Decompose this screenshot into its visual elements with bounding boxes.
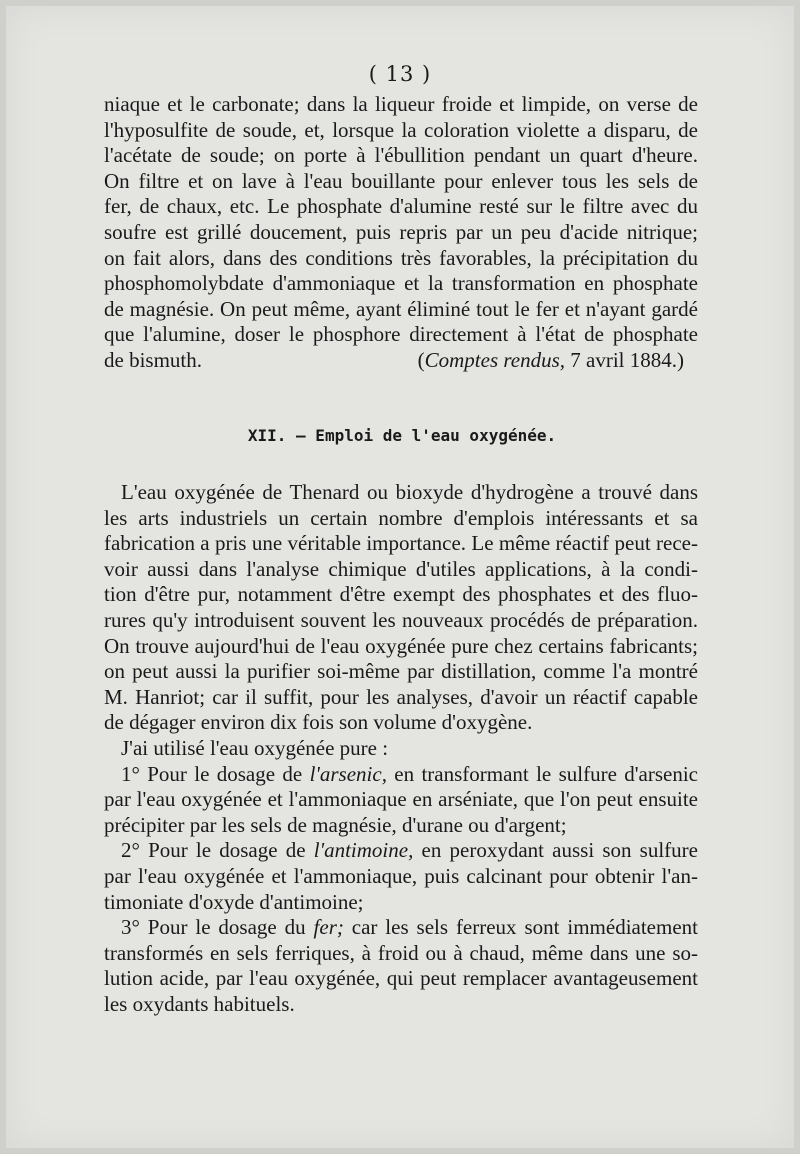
text-line: par l'eau oxygénée et l'ammoniaque en arséniate, que l'on peut ensuite (104, 787, 698, 812)
text-line: phosphomolybdate d'ammoniaque et la transformation en phosphate (104, 271, 698, 296)
citation-open: ( (417, 347, 425, 372)
text-line: de dégager environ dix fois son volume d'oxygène. (104, 710, 533, 735)
text-line: lution acide, par l'eau oxygénée, qui peut remplacer avantageusement (104, 966, 698, 991)
text-line: voir aussi dans l'analyse chimique d'utiles applications, à la condi- (104, 556, 698, 581)
text-line: on fait alors, dans des conditions très favorables, la précipitation du (104, 245, 698, 270)
text-line: soufre est grillé doucement, puis repris par un peu d'acide nitrique; (104, 219, 698, 244)
text-line: par l'eau oxygénée et l'ammoniaque, puis calcinant pour obtenir l'an- (104, 863, 698, 888)
text-line: fabrication a pris une véritable importance. Le même réactif peut rece- (104, 531, 698, 556)
text-line: niaque et le carbonate; dans la liqueur froide et limpide, on verse de (104, 92, 698, 116)
text-line: les oxydants habituels. (104, 991, 295, 1016)
list-item-arsenic: 1° Pour le dosage de l'arsenic, en transformant le sulfure d'arsenic (121, 761, 698, 786)
citation-date: 7 avril 1884.) (570, 347, 684, 372)
paragraph-oxygenated-water (104, 480, 698, 1017)
list-item-antimoine: 2° Pour le dosage de l'antimoine, en peroxydant aussi son sulfure (121, 838, 698, 863)
paragraph-phosphate (104, 92, 698, 374)
text-line: on peut aussi la purifier soi-même par distillation, comme l'a montré (104, 659, 698, 684)
citation-line (104, 348, 698, 374)
text-line: les arts industriels un certain nombre d'emplois intéressants et sa (104, 505, 698, 530)
text-line: timoniate d'oxyde d'antimoine; (104, 889, 364, 914)
text-line: transformés en sels ferriques, à froid ou à chaud, même dans une so- (104, 940, 698, 965)
text-line: l'acétate de soude; on porte à l'ébullition pendant un quart d'heure. (104, 143, 698, 168)
text-line: fer, de chaux, etc. Le phosphate d'alumine resté sur le filtre avec du (104, 194, 698, 219)
text-line: On filtre et on lave à l'eau bouillante pour enlever tous les sels de (104, 168, 698, 193)
text-line: On trouve aujourd'hui de l'eau oxygénée pure chez certains fabricants; (104, 633, 698, 658)
text-line: J'ai utilisé l'eau oxygénée pure : (121, 735, 389, 760)
citation-source: Comptes rendus, (424, 347, 566, 372)
page-number: ( 13 ) (368, 62, 432, 86)
text-line: l'hyposulfite de soude, et, lorsque la coloration violette a disparu, de (104, 117, 698, 142)
citation (418, 348, 698, 374)
text-line: M. Hanriot; car il suffit, pour les analyses, d'avoir un réactif capable (104, 684, 698, 709)
text-line: que l'alumine, doser le phosphore directement à l'état de phosphate (104, 322, 698, 347)
list-item-fer: 3° Pour le dosage du fer; car les sels ferreux sont immédiatement (121, 915, 698, 940)
text-line: rures qu'y introduisent souvent les nouveaux procédés de préparation. (104, 607, 698, 632)
text-line-end: de bismuth. (104, 347, 202, 372)
text-line: précipiter par les sels de magnésie, d'urane ou d'argent; (104, 812, 567, 837)
text-line: L'eau oxygénée de Thenard ou bioxyde d'hydrogène a trouvé dans (121, 480, 698, 504)
section-heading: XII. — Emploi de l'eau oxygénée. (247, 426, 557, 445)
text-line: de magnésie. On peut même, ayant éliminé tout le fer et n'ayant gardé (104, 296, 698, 321)
text-line: tion d'être pur, notamment d'être exempt des phosphates et des fluo- (104, 582, 698, 607)
